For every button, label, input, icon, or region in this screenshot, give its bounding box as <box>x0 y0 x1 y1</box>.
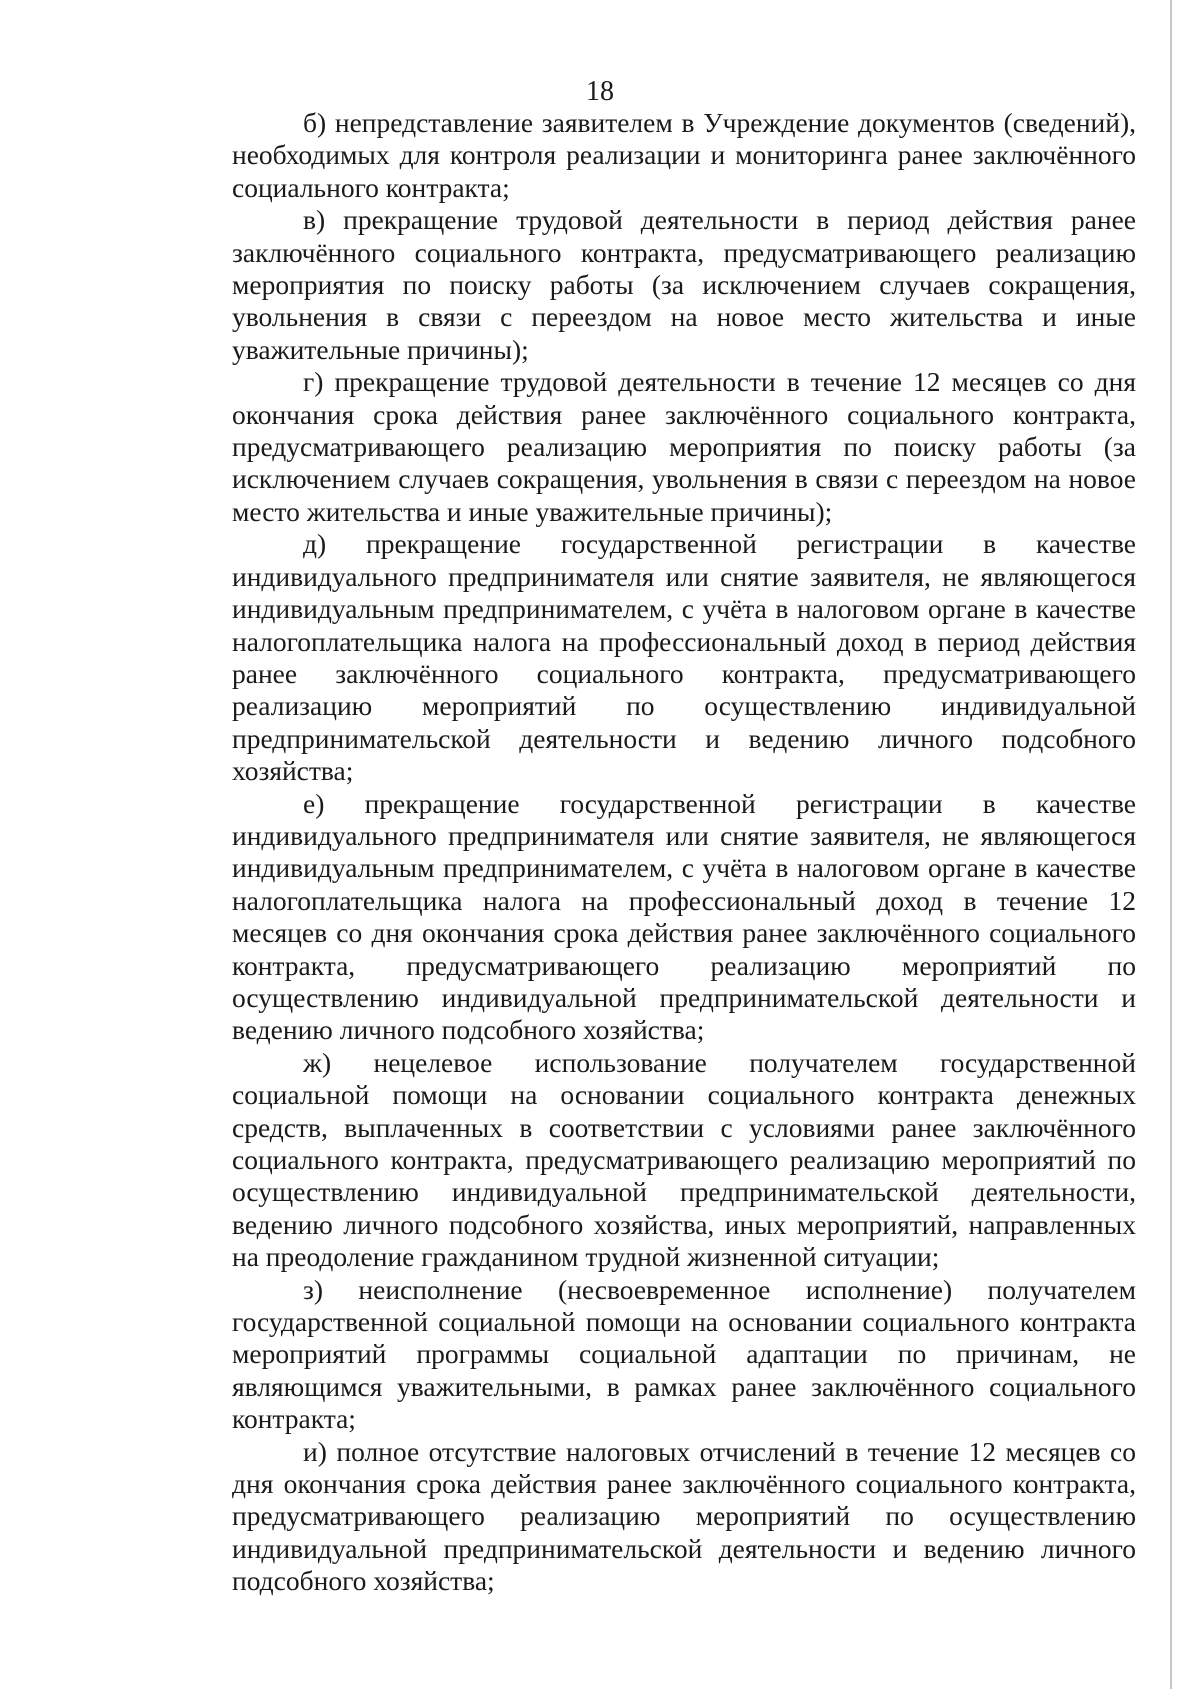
paragraph-zh: ж) нецелевое использование получателем государственной социальной помощи на основании социального контракта денежных средств, выплаченных в соответствии с условиями ранее заключённого социального контракта, предусматривающего реализацию мероприятий по осуществлению индивидуальной предпринимательской деятельности, ведению личного подсобного хозяйства, иных мероприятий, направленных на преодоление гражданином трудной жизненной ситуации; <box>232 1046 1136 1273</box>
paragraph-z: з) неисполнение (несвоевременное исполнение) получателем государственной социальной помощи на основании социального контракта мероприятий программы социальной адаптации по причинам, не являющимся уважительными, в рамках ранее заключённого социального контракта; <box>232 1273 1136 1435</box>
paragraph-b: б) непредставление заявителем в Учреждение документов (сведений), необходимых для контроля реализации и мониторинга ранее заключённого социального контракта; <box>232 107 1136 203</box>
paragraph-e: е) прекращение государственной регистрации в качестве индивидуального предпринимателя или снятие заявителя, не являющегося индивидуальным предпринимателем, с учёта в налоговом органе в качестве налогоплательщика налога на профессиональный доход в течение 12 месяцев со дня окончания срока действия ранее заключённого социального контракта, предусматривающего реализацию мероприятий по осуществлению индивидуальной предпринимательской деятельности и ведению личного подсобного хозяйства; <box>232 787 1136 1046</box>
page-number: 18 <box>586 76 614 107</box>
paragraph-g: г) прекращение трудовой деятельности в течение 12 месяцев со дня окончания срока действия ранее заключённого социального контракта, предусматривающего реализацию мероприятия по поиску работы (за исключением случаев сокращения, увольнения в связи с переездом на новое место жительства и иные уважительные причины); <box>232 366 1136 527</box>
document-body <box>232 107 1136 1598</box>
paragraph-v: в) прекращение трудовой деятельности в период действия ранее заключённого социального контракта, предусматривающего реализацию мероприятия по поиску работы (за исключением случаев сокращения, увольнения в связи с переездом на новое место жительства и иные уважительные причины); <box>232 204 1136 365</box>
paragraph-d: д) прекращение государственной регистрации в качестве индивидуального предпринимателя или снятие заявителя, не являющегося индивидуальным предпринимателем, с учёта в налоговом органе в качестве налогоплательщика налога на профессиональный доход в период действия ранее заключённого социального контракта, предусматривающего реализацию мероприятий по осуществлению индивидуальной предпринимательской деятельности и ведению личного подсобного хозяйства; <box>232 528 1136 787</box>
paragraph-i: и) полное отсутствие налоговых отчислений в течение 12 месяцев со дня окончания срока действия ранее заключённого социального контракта, предусматривающего реализацию мероприятий по осуществлению индивидуальной предпринимательской деятельности и ведению личного подсобного хозяйства; <box>232 1435 1136 1597</box>
scan-edge-line <box>1170 0 1172 1689</box>
